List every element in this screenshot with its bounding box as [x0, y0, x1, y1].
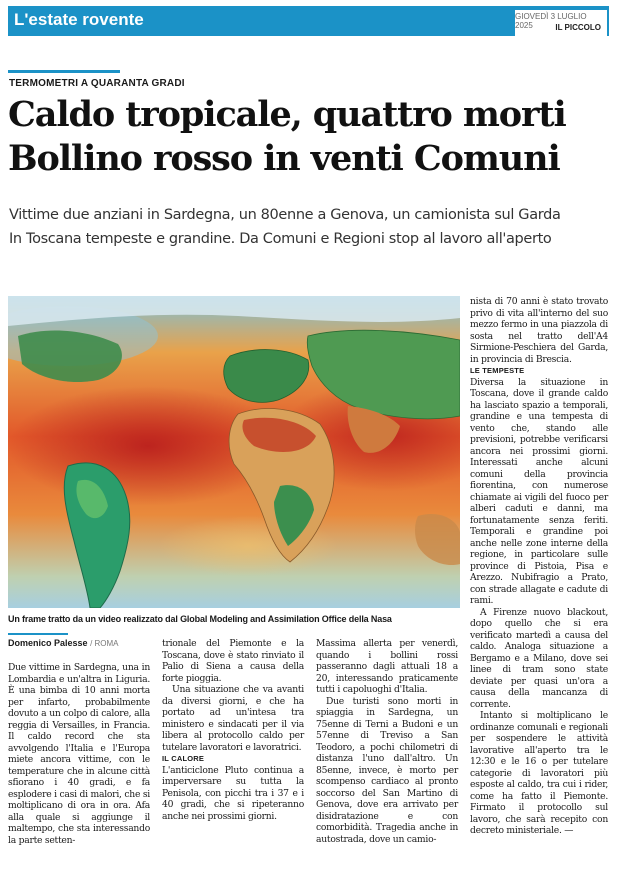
section-title: L'estate rovente — [14, 10, 144, 29]
section-header-bar — [8, 6, 609, 36]
deck-line-2: In Toscana tempeste e grandine. Da Comuni e Regioni stop al lavoro all'aperto — [9, 231, 552, 247]
text-column-2 — [162, 638, 304, 822]
issue-date: GIOVEDÌ 3 LUGLIO 2025 — [515, 12, 587, 30]
heat-map-image — [8, 296, 460, 608]
author-name: Domenico Palesse — [8, 638, 88, 648]
paragraph: Massima allerta per venerdì, quando i bollini rossi passeranno dagli attuali 18 a 20, interessando praticamente tutti i capoluoghi d'Italia. — [316, 638, 458, 695]
deck-line-1: Vittime due anziani in Sardegna, un 80enne a Genova, un camionista sul Garda — [9, 207, 561, 223]
article-deck — [9, 203, 613, 251]
subhead-le-tempeste: LE TEMPESTE — [470, 366, 525, 375]
headline-line-2: Bollino rosso in venti Comuni — [8, 138, 560, 179]
subhead-il-calore: IL CALORE — [162, 754, 205, 763]
paragraph: Intanto si moltiplicano le ordinanze comunali e regionali per sospendere le attività lavorative all'aperto tra le 12:30 e le 16 o per tutelare categorie di lavoratori più esposte al caldo, tra cui i rider, come ha fatto il Piemonte. Firmato il protocollo sul lavoro, che sarà recepito con decreto ministeriale. — — [470, 710, 608, 836]
text-column-4 — [470, 296, 608, 837]
byline — [8, 638, 119, 648]
paragraph: nista di 70 anni è stato trovato privo di vita all'interno del suo mezzo fermo in una piazzola di sosta nel tratto dell'A4 Sirmione-Peschiera del Garda, in provincia di Brescia. — [470, 296, 608, 365]
kicker-rule — [8, 70, 120, 73]
text-column-3 — [316, 638, 458, 845]
dateline-place: ROMA — [94, 639, 119, 648]
byline-rule — [8, 633, 68, 635]
heat-map-photo — [8, 296, 460, 608]
masthead-box — [515, 10, 607, 36]
paragraph: L'anticiclone Pluto continua a imperversare su tutta la Penisola, con picchi tra i 37 e i 40 gradi, che si ripeteranno anche nei prossimi giorni. — [162, 764, 304, 822]
paragraph: Due turisti sono morti in spiaggia in Sardegna, un 75enne di Terni a Budoni e un 57enne di Treviso a San Teodoro, a pochi chilometri di distanza l'uno dall'altro. Un 85enne, invece, è morto per scompenso cardiaco al pronto soccorso del San Martino di Genova, dove era arrivato per disidratazione e con comorbidità. Tragedia anche in autostrada, dove un camio- — [316, 695, 458, 845]
paragraph: Due vittime in Sardegna, una in Lombardia e un'altra in Liguria. È una bimba di 10 anni morta per infarto, probabilmente dovuto a un colpo di calore, alla reggia di Versailles, in Francia. Il caldo record che sta avvolgendo l'Italia e l'Europa miete ancora vittime, con le temperature che in alcune città sfiorano i 40 gradi, e fa esplodere i casi di malori, che si moltiplicano di ora in ora. Afa alla quale si aggiunge il maltempo, che sta interessando la parte setten- — [8, 662, 150, 846]
headline-line-1: Caldo tropicale, quattro morti — [8, 94, 566, 135]
article-kicker: TERMOMETRI A QUARANTA GRADI — [9, 78, 185, 89]
paragraph: trionale del Piemonte e la Toscana, dove è stato rinviato il Palio di Siena a causa della forte pioggia. — [162, 638, 304, 684]
paragraph: Diversa la situazione in Toscana, dove il grande caldo ha lasciato spazio a temporali, grandine e una tempesta di vento che, stando alle previsioni, potrebbe verificarsi ancora nei prossimi giorni. Interessati anche alcuni comuni della provincia fiorentina, con numerose chiamate ai vigili del fuoco per alberi caduti e danni, ma fortunatamente senza feriti. Temporali e grandine poi anche nelle zone interne della regione, in particolare sulle province di Pistoia, Pisa e Arezzo. Nubifragio a Prato, con strade allagate e cadute di rami. — [470, 376, 608, 606]
article-headline — [8, 93, 613, 181]
newspaper-name: IL PICCOLO — [555, 23, 601, 32]
paragraph: Una situazione che va avanti da diversi giorni, e che ha portato ad un'intesa tra ministero e sindacati per il via libera al protocollo caldo per tutelare lavoratori e lavoratrici. — [162, 684, 304, 753]
dateline-separator: / — [90, 639, 95, 648]
text-column-1 — [8, 662, 150, 846]
paragraph: A Firenze nuovo blackout, dopo quello che si era verificato martedì a causa del caldo. Analoga situazione a Bergamo e a Milano, dove sei linee di tram sono state deviate per quasi un'ora a causa della mancanza di corrente. — [470, 606, 608, 710]
photo-caption: Un frame tratto da un video realizzato dal Global Modeling and Assimilation Office della Nasa — [8, 614, 392, 624]
